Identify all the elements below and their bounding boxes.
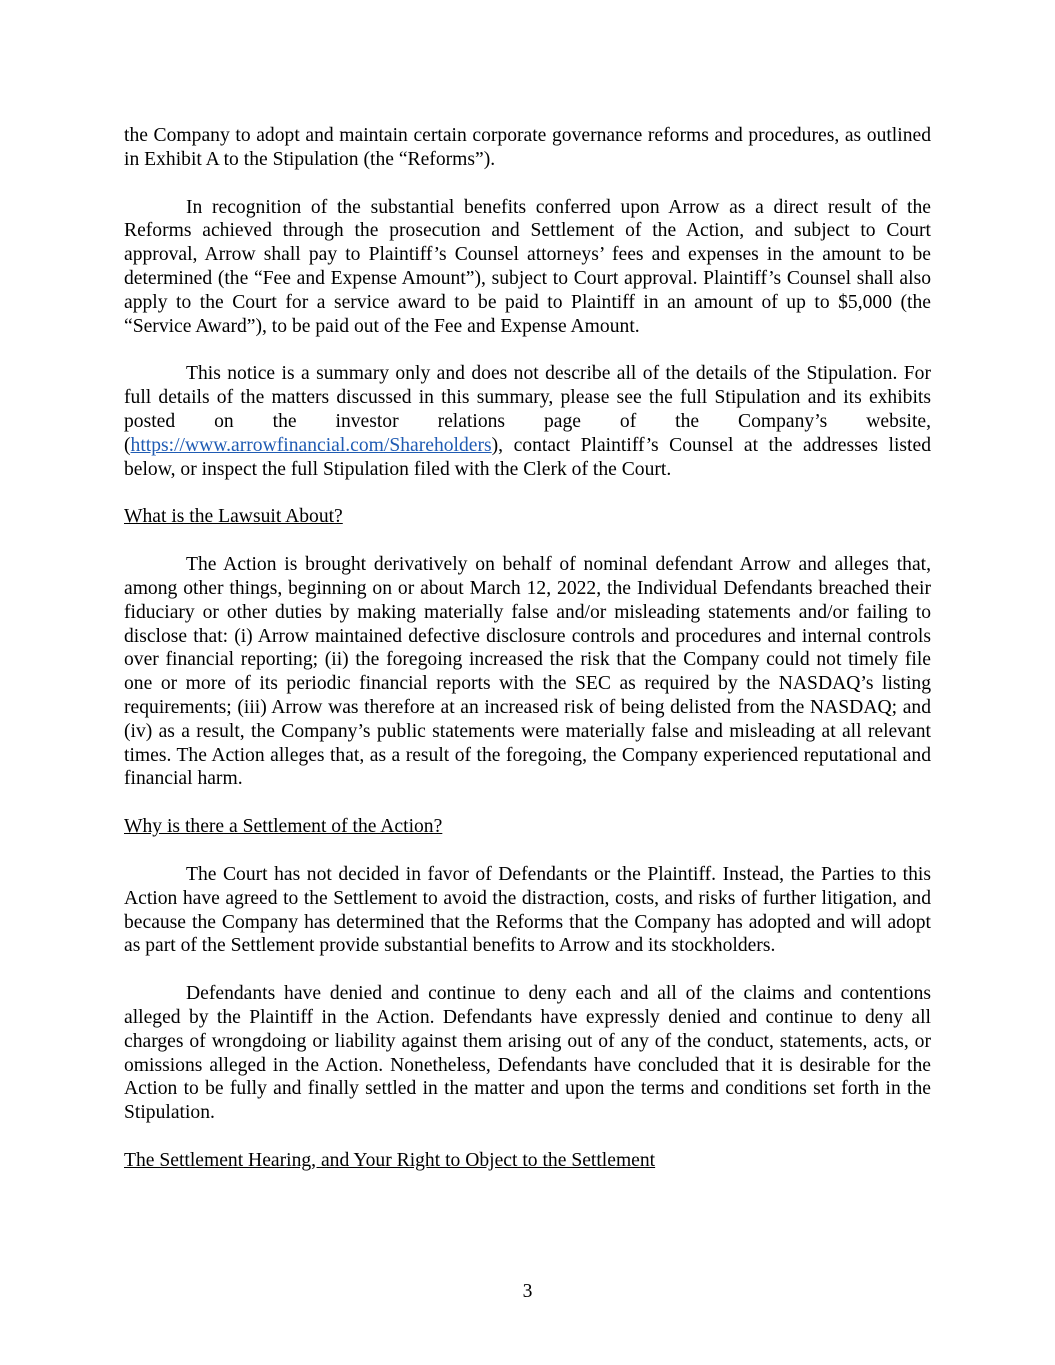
heading-lawsuit: What is the Lawsuit About? — [124, 506, 343, 528]
heading-settlement-hearing: The Settlement Hearing, and Your Right to Object to the Settlement — [124, 1149, 656, 1171]
paragraph-settlement-reason: The Court has not decided in favor of Defendants or the Plaintiff. Instead, the Parties to this Action have agreed to the Settlement to avoid the distraction, costs, and risks of further litigation, and because the Company has determined that the Reforms that the Company has adopted and will adopt as part of the Settlement provide substantial benefits to Arrow and its stockholders. — [124, 863, 931, 957]
paragraph-summary-notice — [124, 362, 931, 481]
paragraph-reforms: the Company to adopt and maintain certain corporate governance reforms and procedures, as outlined in Exhibit A to the Stipulation (the “Reforms”). — [124, 125, 931, 170]
summary-text-end: ), contact Plaintiff’s Counsel at the addresses listed below, or inspect the full Stipulation filed with the Clerk of the Court. — [124, 434, 931, 480]
summary-text-start: This notice is a summary only and does not describe all of the details of the Stipulation. For full details of the matters discussed in this summary, please see the full Stipulation and its exhibits posted on the investor relations page of the Company’s website, ( — [124, 363, 931, 456]
paragraph-lawsuit-details: The Action is brought derivatively on behalf of nominal defendant Arrow and alleges that, among other things, beginning on or about March 12, 2022, the Individual Defendants breached their fiduciary or other duties by making materially false and/or misleading statements and/or failing to disclose that: (i) Arrow maintained defective disclosure controls and procedures and internal controls over financial reporting; (ii) the foregoing increased the risk that the Company could not timely file one or more of its periodic financial reports with the SEC as required by the NASDAQ’s listing requirements; (iii) Arrow was therefore at an increased risk of being delisted from the NASDAQ; and (iv) as a result, the Company’s public statements were materially false and misleading at all relevant times. The Action alleges that, as a result of the foregoing, the Company experienced reputational and financial harm. — [124, 554, 931, 790]
paragraph-defendants-denial: Defendants have denied and continue to deny each and all of the claims and contentions alleged by the Plaintiff in the Action. Defendants have expressly denied and continue to deny all charges of wrongdoing or liability against them arising out of any of the conduct, statements, acts, or omissions alleged in the Action. Nonetheless, Defendants have concluded that it is desirable for the Action to be fully and finally settled in the matter and upon the terms and conditions set forth in the Stipulation. — [124, 983, 931, 1124]
document-page — [124, 124, 931, 1197]
shareholders-link[interactable]: https://www.arrowfinancial.com/Shareholders — [130, 434, 492, 456]
paragraph-fees: In recognition of the substantial benefits conferred upon Arrow as a direct result of the Reforms achieved through the prosecution and Settlement of the Action, and subject to Court approval, Arrow shall pay to Plaintiff’s Counsel attorneys’ fees and expenses in the amount to be determined (the “Fee and Expense Amount”), subject to Court approval. Plaintiff’s Counsel shall also apply to the Court for a service award to be paid to Plaintiff in an amount of up to $5,000 (the “Service Award”), to be paid out of the Fee and Expense Amount. — [124, 196, 931, 337]
page-number: 3 — [522, 1281, 533, 1302]
heading-settlement-reason: Why is there a Settlement of the Action? — [124, 816, 443, 838]
